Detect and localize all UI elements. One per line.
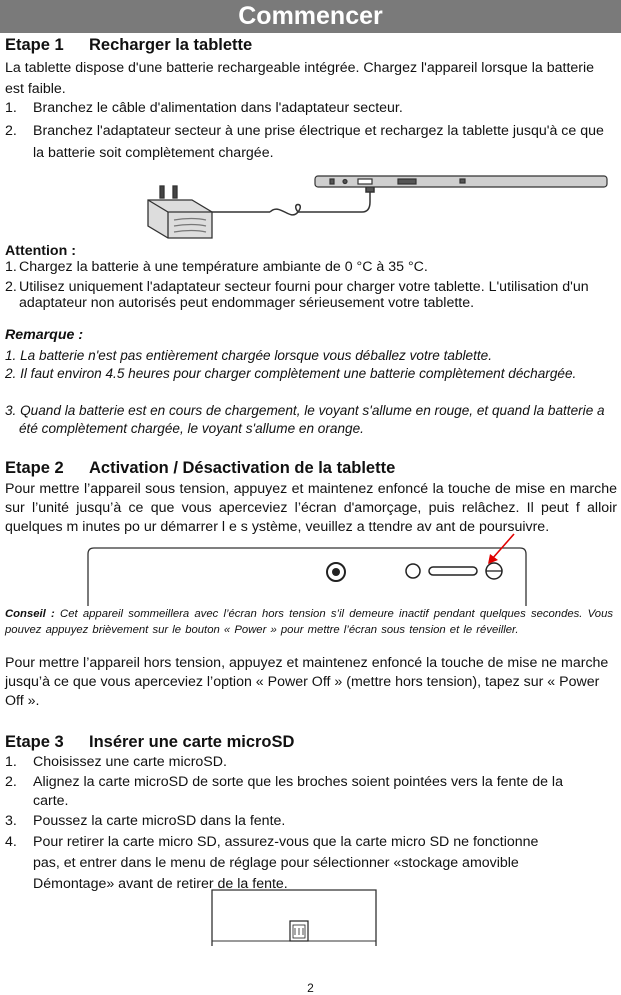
- camera-icon: [327, 563, 345, 581]
- attention-list: [5, 259, 595, 311]
- power-button-icon: [486, 563, 502, 579]
- volume-button-icon: [429, 567, 477, 575]
- step2-heading: Etape 2 Activation / Désactivation de la tablette: [5, 459, 396, 477]
- tablet-side-view: [315, 176, 607, 187]
- list-item: 1. Chargez la batterie à une température ambiante de 0 °C à 35 °C.: [5, 259, 428, 275]
- remarque-item-3: 3. Quand la batterie est en cours de chargement, le voyant s'allume en rouge, et quand la batterie a été complètement chargée, le voyant s'allume en orange.: [5, 403, 605, 436]
- remarque-item-2: 2. Il faut environ 4.5 heures pour charger complètement une batterie complètement déchargée.: [5, 366, 577, 381]
- list-item: 2. Branchez l'adaptateur secteur à une prise électrique et rechargez la tablette jusqu'à ce que la batterie soit complètement chargée.: [5, 123, 604, 161]
- step2-para1: Pour mettre l’appareil sous tension, appuyez et maintenez enfoncé la touche de mise en marche sur l’unité jusqu’à ce que vous aperceviez l’écran d'amorçage, puis relâchez. Il peut f alloir quelques m inutes po ur démarrer l e s ystème, veuillez a ttendre av ant de poursuivre.: [5, 481, 617, 535]
- step3-list: [5, 753, 565, 895]
- page-title-banner: Commencer: [0, 0, 621, 33]
- remarque-item-1: 1. La batterie n'est pas entièrement chargée lorsque vous déballez votre tablette.: [5, 348, 492, 363]
- power-cable: [212, 184, 374, 215]
- step1-intro: La tablette dispose d'une batterie rechargeable intégrée. Chargez l'appareil lorsque la batterie est faible.: [5, 60, 595, 97]
- remarque-title: Remarque :: [5, 327, 84, 343]
- power-adapter: [148, 186, 212, 238]
- list-item: 4. Pour retirer la carte micro SD, assurez-vous que la carte micro SD ne fonctionne pas, et entrer dans le menu de réglage pour sélectionner «stockage amovible Démontage» avant de retirer de la fente.: [5, 834, 539, 892]
- step1-heading: Etape 1 Recharger la tablette: [5, 36, 253, 54]
- microsd-card-icon: [290, 921, 308, 941]
- charger-illustration: [140, 170, 610, 245]
- attention-title: Attention :: [5, 243, 76, 259]
- tablet-top-illustration: [86, 532, 531, 608]
- step2-conseil: Conseil : Cet appareil sommeillera avec l’écran hors tension s’il demeure inactif pendant quelques secondes. Vous pouvez appuyez brièvement sur le bouton « Power » pour mettre l’écran sous tension et le réveiller.: [5, 608, 614, 636]
- arrow-icon: [488, 534, 514, 564]
- list-item: 1. Choisissez une carte microSD.: [5, 754, 227, 770]
- page-number: 2: [307, 981, 314, 995]
- step1-list: [5, 99, 615, 164]
- step2-para2: Pour mettre l’appareil hors tension, appuyez et maintenez enfoncé la touche de mise ne marche jusqu’à ce que vous aperceviez l’option « Power Off » (mettre hors tension), tapez sur « Power Off ».: [5, 655, 609, 709]
- microsd-slot-illustration: [210, 888, 380, 948]
- speaker-icon: [406, 564, 420, 578]
- list-item: 2. Utilisez uniquement l'adaptateur secteur fourni pour charger votre tablette. L'utilisation d'un adaptateur non autorisés peut endommager sérieusement votre tablette.: [5, 279, 589, 311]
- list-item: 2. Alignez la carte microSD de sorte que les broches soient pointées vers la fente de la carte.: [5, 774, 563, 809]
- step3-heading: Etape 3 Insérer une carte microSD: [5, 733, 295, 751]
- list-item: 1. Branchez le câble d'alimentation dans l'adaptateur secteur.: [5, 100, 403, 116]
- list-item: 3. Poussez la carte microSD dans la fente.: [5, 813, 286, 829]
